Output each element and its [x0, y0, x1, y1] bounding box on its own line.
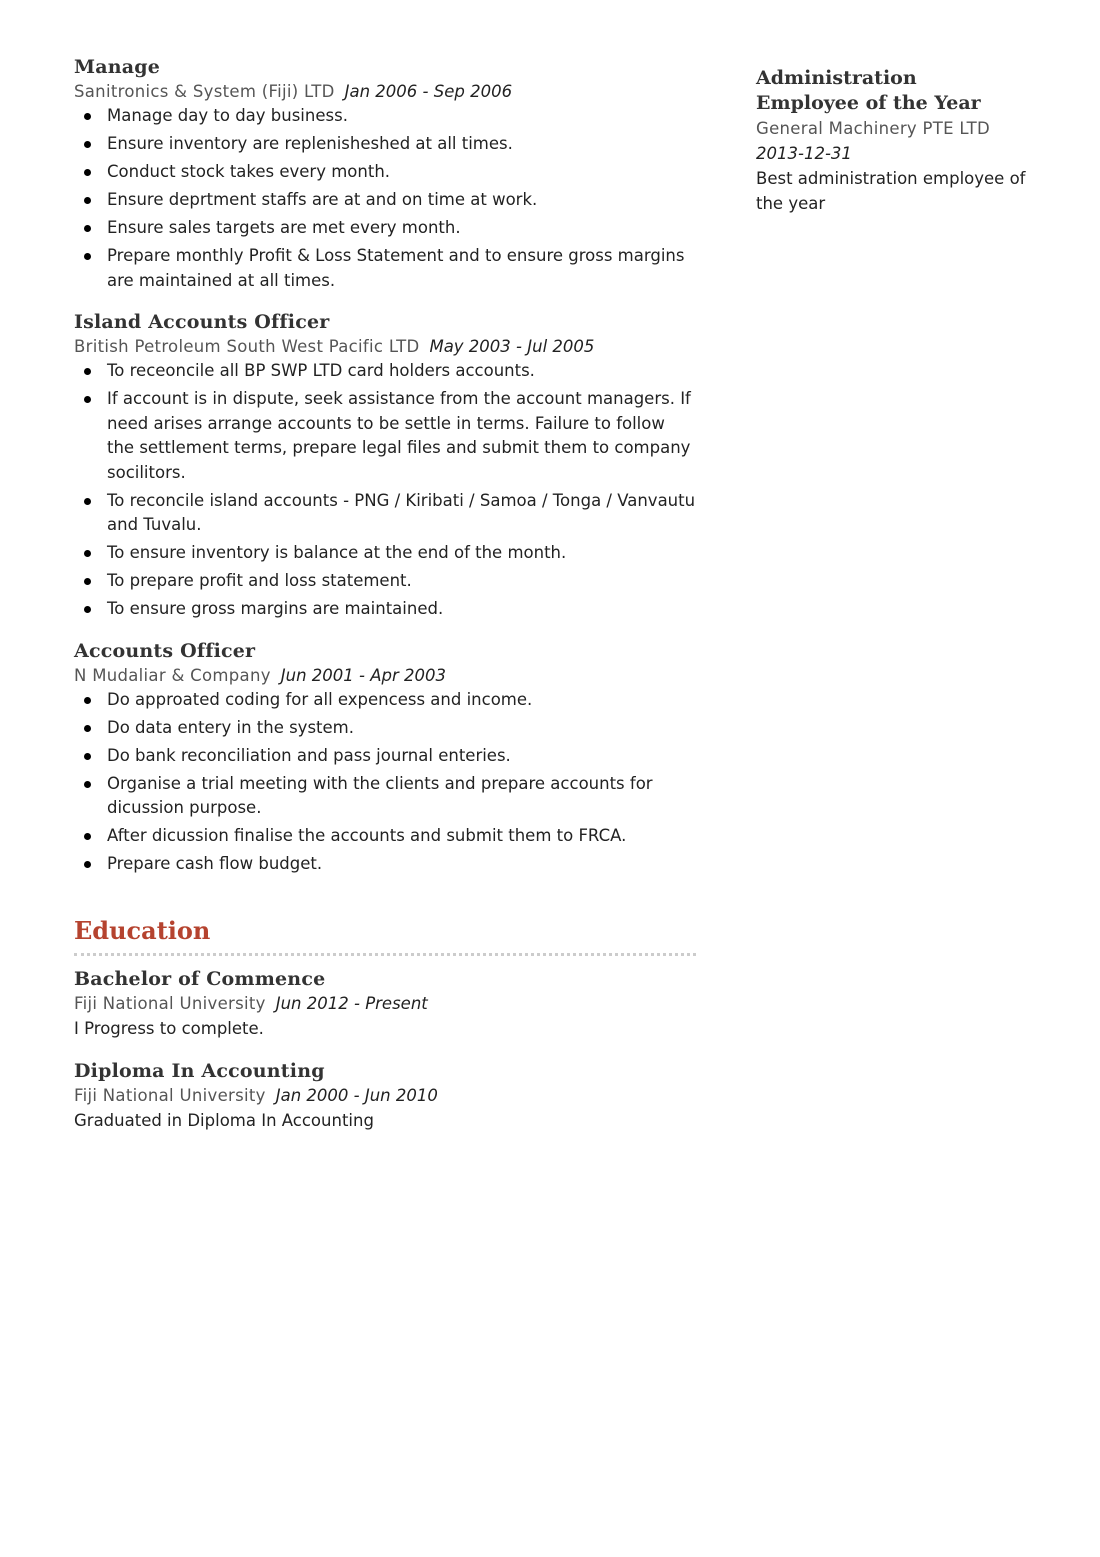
duty-item [74, 569, 696, 594]
duty-item [74, 824, 696, 849]
bullet-icon [84, 169, 91, 176]
bullet-icon [84, 368, 91, 375]
duty-text: Do bank reconciliation and pass journal enteries. [107, 745, 511, 765]
school-name: Fiji National University [74, 1085, 266, 1105]
duty-text: To reconcile island accounts - PNG / Kiribati / Samoa / Tonga / Vanvautu and Tuvalu. [107, 490, 696, 534]
job-title: Island Accounts Officer [74, 311, 330, 333]
duty-item [74, 688, 696, 713]
duty-text: After dicussion finalise the accounts and submit them to FRCA. [107, 826, 627, 845]
job-meta [74, 80, 696, 104]
education-dates: Jun 2012 - Present [275, 993, 428, 1013]
job-company: N Mudaliar & Company [74, 665, 271, 685]
duty-item [74, 359, 696, 384]
duty-text: If account is in dispute, seek assistance from the account managers. If need arises arrange accounts to be settle in terms. Failure to follow the settlement terms, prepare legal files and submit them to company socilitors. [107, 389, 691, 482]
main-column [74, 54, 696, 1150]
job-company: Sanitronics & System (Fiji) LTD [74, 82, 335, 101]
bullet-icon [84, 550, 91, 557]
duty-item [74, 772, 696, 821]
bullet-icon [84, 861, 91, 868]
education-dates: Jan 2000 - Jun 2010 [275, 1085, 438, 1105]
school-name: Fiji National University [74, 993, 266, 1013]
education-meta [74, 1084, 696, 1108]
duty-item [74, 852, 696, 877]
duty-item [74, 597, 696, 622]
bullet-icon [84, 833, 91, 840]
education-entry [74, 1058, 696, 1134]
duty-item [74, 489, 696, 538]
duty-item [74, 387, 696, 485]
job-dates: Jun 2001 - Apr 2003 [280, 665, 447, 685]
job-duties-list [74, 104, 696, 293]
duty-text: Ensure inventory are replenisheshed at all times. [107, 134, 513, 153]
degree-title: Bachelor of Commence [74, 967, 326, 990]
bullet-icon [84, 113, 91, 120]
duty-item [74, 132, 696, 157]
duty-text: Do approated coding for all expencess and income. [107, 689, 533, 709]
bullet-icon [84, 725, 91, 732]
job-meta [74, 335, 696, 359]
job-duties-list [74, 688, 696, 877]
duty-text: To ensure inventory is balance at the end of the month. [107, 543, 567, 562]
award-title-line: Administration [756, 67, 917, 89]
duty-text: To prepare profit and loss statement. [107, 571, 412, 590]
duty-item [74, 744, 696, 769]
bullet-icon [84, 697, 91, 704]
award-organization: General Machinery PTE LTD [756, 119, 991, 138]
education-entry [74, 966, 696, 1042]
duty-text: Do data entery in the system. [107, 717, 354, 737]
duty-text: Organise a trial meeting with the clients and prepare accounts for dicussion purpose. [107, 773, 653, 817]
education-meta [74, 992, 696, 1016]
duty-text: To receoncile all BP SWP LTD card holders accounts. [107, 361, 535, 380]
education-description: I Progress to complete. [74, 1018, 264, 1038]
job-dates: Jan 2006 - Sep 2006 [344, 82, 513, 101]
job-title: Accounts Officer [74, 639, 256, 662]
award-entry [756, 66, 1036, 216]
bullet-icon [84, 225, 91, 232]
duty-text: Ensure sales targets are met every month. [107, 218, 461, 237]
duty-text: Prepare monthly Profit & Loss Statement and to ensure gross margins are maintained at all times. [107, 246, 685, 290]
bullet-icon [84, 498, 91, 505]
duty-item [74, 104, 696, 129]
bullet-icon [84, 753, 91, 760]
bullet-icon [84, 253, 91, 260]
education-heading: Education [74, 915, 696, 956]
duty-item [74, 216, 696, 241]
side-column [756, 66, 1036, 216]
duty-item [74, 188, 696, 213]
duty-item [74, 541, 696, 566]
job-meta [74, 664, 696, 688]
job-entry [74, 54, 696, 293]
duty-text: Manage day to day business. [107, 106, 348, 125]
degree-title: Diploma In Accounting [74, 1059, 325, 1082]
job-entry [74, 309, 696, 622]
duty-text: Conduct stock takes every month. [107, 162, 391, 181]
education-description: Graduated in Diploma In Accounting [74, 1110, 374, 1130]
bullet-icon [84, 606, 91, 613]
bullet-icon [84, 578, 91, 585]
job-duties-list [74, 359, 696, 622]
bullet-icon [84, 396, 91, 403]
bullet-icon [84, 781, 91, 788]
job-dates: May 2003 - Jul 2005 [429, 337, 595, 356]
duty-text: Prepare cash flow budget. [107, 854, 323, 873]
duty-item [74, 160, 696, 185]
duty-item [74, 716, 696, 741]
award-date: 2013-12-31 [756, 144, 852, 163]
bullet-icon [84, 141, 91, 148]
job-company: British Petroleum South West Pacific LTD [74, 337, 420, 356]
job-title: Manage [74, 56, 161, 78]
duty-text: To ensure gross margins are maintained. [107, 599, 444, 618]
award-title [756, 66, 1036, 116]
job-entry [74, 638, 696, 877]
award-title-line: Employee of the Year [756, 92, 981, 114]
duty-text: Ensure deprtment staffs are at and on time at work. [107, 190, 538, 209]
duty-item [74, 244, 696, 293]
award-description: Best administration employee of the year [756, 169, 1026, 213]
bullet-icon [84, 197, 91, 204]
